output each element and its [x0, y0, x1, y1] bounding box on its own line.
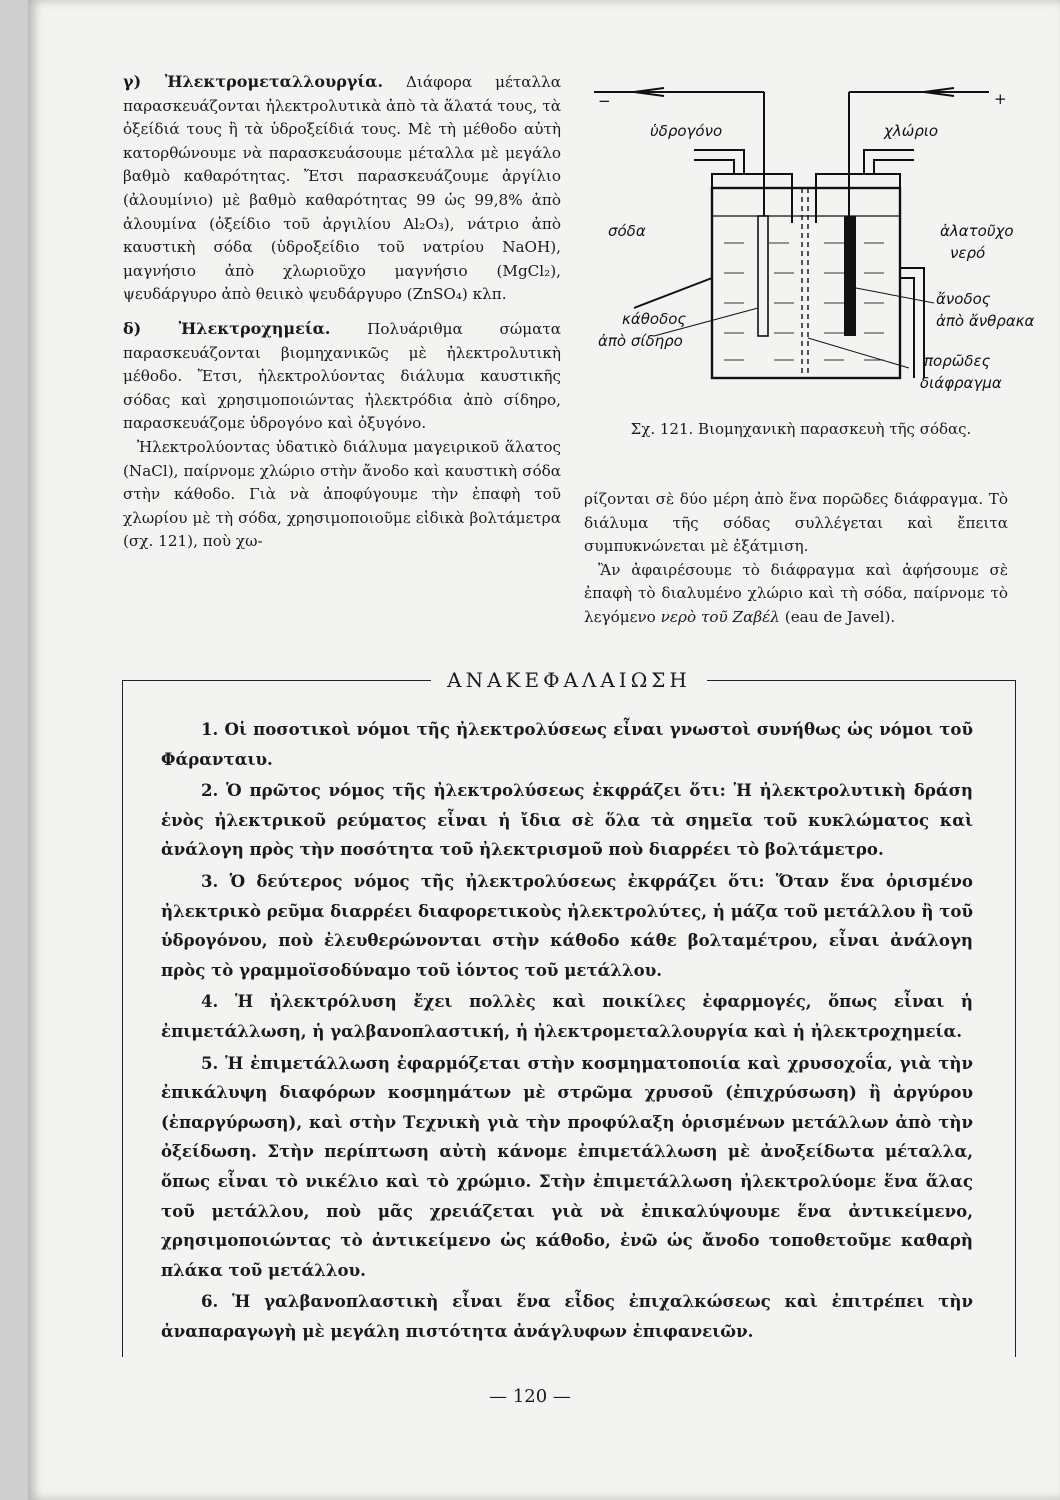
- section-electrochemistry: [123, 317, 561, 436]
- diaphragm-label: διάφραγμα: [920, 374, 1002, 392]
- anode-label: ἄνοδος: [936, 290, 991, 308]
- summary-item: 1. Οἱ ποσοτικοὶ νόμοι τῆς ἠλεκτρολύσεως εἶναι γνωστοὶ συνήθως ὡς νόμοι τοῦ Φάρανταιυ.: [161, 719, 973, 769]
- anode-label: ἀπὸ ἄνθρακα: [936, 312, 1035, 330]
- section-heading: γ) Ἠλεκτρομεταλλουργία.: [123, 72, 384, 91]
- soda-label: σόδα: [608, 222, 646, 240]
- summary-item: 5. Ἡ ἐπιμετάλλωση ἐφαρμόζεται στὴν κοσμηματοποιία καὶ χρυσοχοΐα, γιὰ τὴν ἐπικάλυψη διαφόρων κοσμημάτων μὲ στρῶμα χρυσοῦ (ἐπιχρύσωση) ἢ ἀργύρου (ἐπαργύρωση), καὶ στὴν Τεχνικὴ γιὰ τὴν προφύλαξη ὁρισμένων μετάλλων ἀπὸ τὴν ὀξείδωση. Στὴν περίπτωση αὐτὴ κάνομε ἐπιμετάλλωση μὲ ἀνοξείδωτα μέταλλα, ὅπως εἶναι τὸ νικέλιο καὶ τὸ χρώμιο. Στὴν ἐπιμετάλλωση ἠλεκτρολύομε ἕνα ἅλας τοῦ μετάλλου, ποὺ μᾶς χρειάζεται γιὰ νὰ ἐπικαλύψουμε ἕνα ἀντικείμενο, χρησιμοποιώντας τὸ ἀντικείμενο ὡς κάθοδο, ἐνῶ ὡς ἄνοδο τοποθετοῦμε καθαρὴ πλάκα τοῦ μετάλλου.: [161, 1052, 973, 1280]
- summary-title: ΑΝΑΚΕΦΑΛΑΙΩΣΗ: [431, 668, 707, 692]
- figure-caption: Σχ. 121. Βιομηχανικὴ παρασκευὴ τῆς σόδας.: [630, 420, 972, 438]
- summary-item: 4. Ἡ ἠλεκτρόλυση ἔχει πολλὲς καὶ ποικίλες ἐφαρμογές, ὅπως εἶναι ἡ ἐπιμετάλλωση, ἡ γαλβανοπλαστική, ἡ ἠλεκτρομεταλλουργία καὶ ἡ ἠλεκτροχημεία.: [161, 991, 973, 1041]
- cathode-label: ἀπὸ σίδηρο: [598, 332, 683, 350]
- left-column: [123, 70, 561, 554]
- summary-item: 6. Ἡ γαλβανοπλαστικὴ εἶναι ἕνα εἶδος ἐπιχαλκώσεως καὶ ἐπιτρέπει τὴν ἀναπαραγωγὴ μὲ μεγάλη πιστότητα ἀνάγλυφων ἐπιφανειῶν.: [161, 1291, 973, 1341]
- summary-title-row: [123, 668, 1015, 692]
- javel-water-term: νερὸ τοῦ Ζαβέλ: [660, 607, 780, 626]
- section-text: Διάφορα μέταλλα παρασκευάζονται ἠλεκτρολυτικὰ ἀπὸ τὰ ἅλατά τους, τὰ ὀξείδιά τους ἢ τὰ ὑδροξείδιά τους. Μὲ τὴ μέθοδο αὐτὴ κατορθώνουμε νὰ παρασκευάσουμε μέταλλα μὲ μεγάλο βαθμὸ καθαρότητας. Ἔτσι παρασκευάζουμε ἀργίλιο (ἀλουμίνιο) μὲ βαθμὸ καθαρότητας 99 ὡς 99,8% ἀπὸ ἀλουμίνα (ὀξείδιο τοῦ ἀργιλίου Al₂O₃), νάτριο ἀπὸ καυστικὴ σόδα (ὑδροξείδιο τοῦ νατρίου NaOH), μαγνήσιο ἀπὸ χλωριοῦχο μαγνήσιο (MgCl₂), ψευδάργυρο ἀπὸ θειικὸ ψευδάργυρο (ZnSO₄) κλπ.: [123, 73, 561, 304]
- section-text: Πολυάριθμα σώματα παρασκευάζονται βιομηχανικῶς μὲ ἠλεκτρολυτικὴ μέθοδο. Ἔτσι, ἠλεκτρολύοντας διάλυμα καυστικῆς σόδας καὶ χρησιμοποιώντας ἠλεκτρόδια ἀπὸ σίδηρο, παρασκευάζομε ὑδρογόνο καὶ ὀξυγόνο.: [123, 319, 561, 433]
- hydrogen-label: ὑδρογόνο: [650, 122, 723, 140]
- text-run: (eau de Javel).: [779, 607, 896, 626]
- salt-water-label: νερό: [950, 244, 986, 262]
- electrolysis-diagram: [594, 78, 1035, 418]
- cathode-label: κάθοδος: [622, 310, 687, 328]
- section-electrometallurgy: [123, 70, 561, 307]
- minus-label: −: [598, 92, 611, 110]
- paragraph: [584, 559, 1008, 630]
- diaphragm-label: πορῶδες: [924, 352, 991, 370]
- section-heading: δ) Ἠλεκτροχημεία.: [123, 318, 331, 338]
- summary-list: [161, 715, 973, 1348]
- right-column: [584, 488, 1008, 630]
- summary-box: [122, 668, 1016, 1357]
- salt-water-label: ἁλατοῦχο: [940, 222, 1014, 240]
- chlorine-label: χλώριο: [884, 122, 939, 140]
- paragraph: Ἠλεκτρολύοντας ὑδατικὸ διάλυμα μαγειρικοῦ ἅλατος (NaCl), παίρνομε χλώριο στὴν ἄνοδο καὶ καυστικὴ σόδα στὴν κάθοδο. Γιὰ νὰ ἀποφύγουμε τὴν ἐπαφὴ τοῦ χλωρίου μὲ τὴ σόδα, χρησιμοποιοῦμε εἰδικὰ βολτάμετρα (σχ. 121), ποὺ χω-: [123, 437, 561, 551]
- text-run: Ἂν ἀφαιρέσουμε τὸ διάφραγμα καὶ ἀφήσουμε σὲ ἐπαφὴ τὸ διαλυμένο χλώριο καὶ τὴ σόδα, παίρνομε τὸ λεγόμενο: [584, 560, 1008, 626]
- paragraph: ρίζονται σὲ δύο μέρη ἀπὸ ἕνα πορῶδες διάφραγμα. Τὸ διάλυμα τῆς σόδας συλλέγεται καὶ ἔπειτα συμπυκνώνεται μὲ ἐξάτμιση.: [584, 490, 1008, 556]
- summary-item: 2. Ὁ πρῶτος νόμος τῆς ἠλεκτρολύσεως ἐκφράζει ὅτι: Ἡ ἠλεκτρολυτικὴ δράση ἑνὸς ἠλεκτρικοῦ ρεύματος εἶναι ἡ ἴδια σὲ ὅλα τὰ σημεῖα τοῦ κυκλώματος καὶ ἀνάλογη πρὸς τὴν ποσότητα τοῦ ἠλεκτρισμοῦ ποὺ διαρρέει τὸ βολτάμετρο.: [161, 780, 973, 860]
- page-number: — 120 —: [489, 1386, 571, 1407]
- cathode: [758, 216, 768, 336]
- summary-item: 3. Ὁ δεύτερος νόμος τῆς ἠλεκτρολύσεως ἐκφράζει ὅτι: Ὅταν ἕνα ὁρισμένο ἠλεκτρικὸ ρεῦμα διαρρέει διαφορετικοὺς ἠλεκτρολύτες, ἡ μάζα τοῦ μετάλλου ἢ τοῦ ὑδρογόνου, ποὺ ἐλευθερώνονται στὴν κάθοδο κάθε βολταμέτρου, εἶναι ἀνάλογη πρὸς τὸ γραμμοϊσοδύναμο τοῦ ἰόντος τοῦ μετάλλου.: [161, 870, 973, 980]
- electrolysis-figure: [594, 78, 1035, 418]
- anode: [844, 216, 856, 336]
- plus-label: +: [994, 90, 1007, 108]
